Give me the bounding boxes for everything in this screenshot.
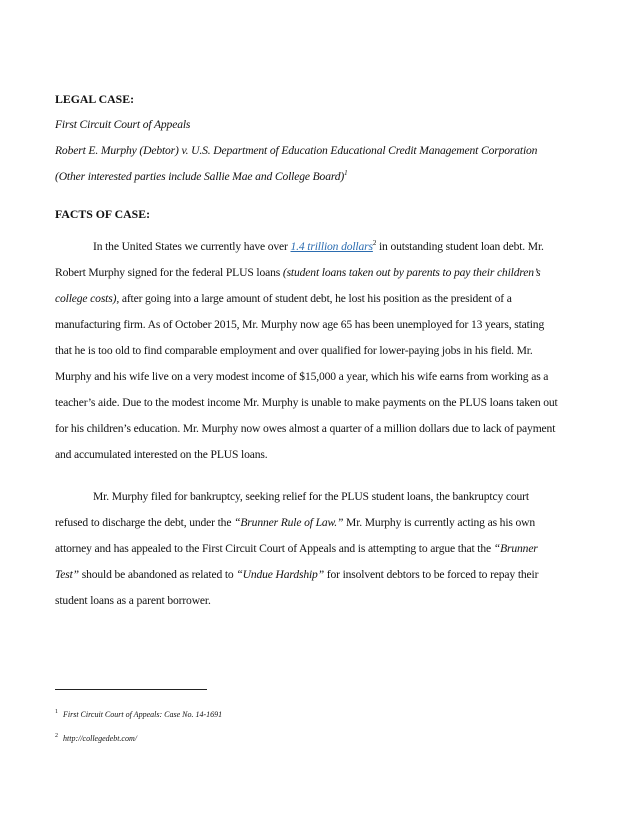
p2-line-2-text: refused to discharge the debt, under the bbox=[55, 516, 235, 529]
footnote-1 bbox=[55, 710, 222, 720]
p2-line-3-italic: “Brunner bbox=[493, 542, 538, 555]
p1-line-3-text: after going into a large amount of student debt, he lost his position as the president of a bbox=[119, 292, 512, 305]
p1-line-2 bbox=[55, 266, 585, 280]
p2-line-4-italic-1: Test” bbox=[55, 568, 79, 581]
p2-line-4-text: should be abandoned as related to bbox=[78, 568, 237, 581]
footnote-1-text: First Circuit Court of Appeals: Case No. 14-1691 bbox=[63, 710, 223, 719]
p1-line-4: manufacturing firm. As of October 2015, Mr. Murphy now age 65 has been unemployed for 13 years, stating bbox=[55, 318, 545, 331]
p2-line-4-italic-2: “Undue Hardship” bbox=[236, 568, 324, 581]
p2-line-1: Mr. Murphy filed for bankruptcy, seeking relief for the PLUS student loans, the bankruptcy court bbox=[93, 490, 529, 503]
p1-line-7: teacher’s aide. Due to the modest income Mr. Murphy is unable to make payments on the PLUS loans taken out bbox=[55, 396, 558, 409]
footnote-ref-2[interactable]: 2 bbox=[372, 239, 377, 248]
p1-line-9: and accumulated interested on the PLUS loans. bbox=[55, 448, 268, 461]
case-parties: Robert E. Murphy (Debtor) v. U.S. Department of Education Educational Credit Management Corporation bbox=[55, 144, 538, 157]
p1-line-3 bbox=[55, 292, 585, 306]
p1-line-1-text: In the United States we currently have over bbox=[93, 240, 291, 253]
p1-line-6: Murphy and his wife live on a very modest income of $15,000 a year, which his wife earns from working as a bbox=[55, 370, 549, 383]
p1-line-5: that he is too old to find comparable employment and over qualified for lower-paying jobs in his field. Mr. bbox=[55, 344, 533, 357]
facts-heading: FACTS OF CASE: bbox=[55, 207, 151, 221]
footnote-2 bbox=[55, 734, 137, 744]
footnote-2-link[interactable]: http://collegedebt.com/ bbox=[63, 734, 137, 743]
court-name: First Circuit Court of Appeals bbox=[55, 118, 191, 131]
p1-line-2-italic: (student loans taken out by parents to pay their children’s bbox=[282, 266, 541, 279]
p2-line-3 bbox=[55, 542, 585, 556]
p2-line-5: student loans as a parent borrower. bbox=[55, 594, 211, 607]
p2-line-3-text: attorney and has appealed to the First Circuit Court of Appeals and is attempting to argue that the bbox=[55, 542, 494, 555]
other-parties bbox=[55, 170, 585, 184]
footnote-ref-1[interactable]: 1 bbox=[344, 169, 348, 178]
trillion-dollars-link[interactable]: 1.4 trillion dollars bbox=[290, 240, 373, 253]
footnote-divider bbox=[55, 689, 207, 690]
p1-line-3-italic: college costs), bbox=[55, 292, 120, 305]
footnote-2-number: 2 bbox=[55, 733, 58, 740]
p1-line-1-text-end: in outstanding student loan debt. Mr. bbox=[376, 240, 544, 253]
p2-line-2 bbox=[55, 516, 585, 530]
other-parties-text: (Other interested parties include Sallie Mae and College Board) bbox=[55, 170, 345, 183]
p2-line-2-text-end: Mr. Murphy is currently acting as his own bbox=[343, 516, 536, 529]
p1-line-2-text: Robert Murphy signed for the federal PLUS loans bbox=[55, 266, 283, 279]
p1-line-8: for his children’s education. Mr. Murphy now owes almost a quarter of a million dollars due to lack of payment bbox=[55, 422, 556, 435]
p2-line-4 bbox=[55, 568, 585, 582]
p1-line-1 bbox=[55, 240, 623, 254]
legal-case-heading: LEGAL CASE: bbox=[55, 92, 134, 106]
p2-line-2-italic: “Brunner Rule of Law.” bbox=[234, 516, 344, 529]
footnote-1-number: 1 bbox=[55, 709, 58, 716]
p2-line-4-text-end: for insolvent debtors to be forced to repay their bbox=[324, 568, 539, 581]
